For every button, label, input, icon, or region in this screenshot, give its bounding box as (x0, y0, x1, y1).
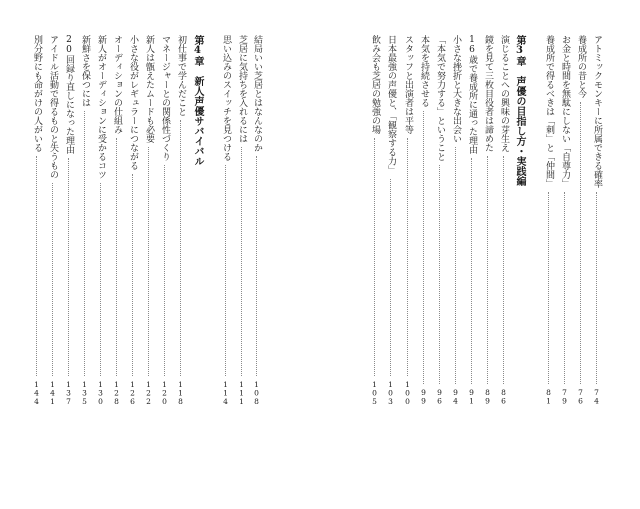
dot-leader (487, 156, 488, 384)
entry-title: 別分野にも命がけの人がいる (32, 35, 42, 152)
toc-entry (250, 35, 263, 405)
entry-title: 20回録り直しになった理由 (64, 35, 74, 154)
toc-entry (433, 35, 446, 405)
entry-title: 鏡を見て三枚目役者は諦めた (483, 35, 493, 152)
toc-entry (78, 35, 91, 405)
dot-leader (36, 156, 37, 376)
page-number: 122 (144, 379, 153, 405)
page-number: 126 (128, 379, 137, 405)
page-number: 137 (64, 379, 73, 405)
entry-title: 小さな役がレギュラーにつながる (128, 35, 138, 170)
dot-leader (52, 183, 53, 376)
entry-title: 新鮮さを保つには (80, 35, 90, 107)
dot-leader (180, 120, 181, 376)
dot-leader (241, 147, 242, 376)
entry-title: 初仕事で学んだこと (176, 35, 186, 116)
entry-title: 小さな挫折と大きな出会い (451, 35, 461, 143)
toc-entry (384, 35, 397, 405)
dot-leader (471, 158, 472, 384)
page-number: 94 (451, 388, 460, 405)
toc-entry (30, 35, 43, 405)
toc-entry (158, 35, 171, 405)
dot-leader (390, 179, 391, 376)
dot-leader (596, 192, 597, 384)
dot-leader (548, 192, 549, 384)
dot-leader (564, 192, 565, 384)
toc-entry (219, 35, 232, 405)
dot-leader (132, 174, 133, 376)
toc-entry (142, 35, 155, 405)
page-number: 91 (467, 388, 476, 405)
toc-entry (368, 35, 381, 405)
dot-leader (68, 158, 69, 376)
dot-leader (580, 102, 581, 384)
entry-title: お金と時間を無駄にしない「自尊力」 (560, 35, 570, 188)
page-number: 79 (560, 388, 569, 405)
entry-title: 養成所で得るべきは「刺」と「仲間」 (544, 35, 554, 188)
entry-title: マネージャーとの関係性づくり (160, 35, 170, 161)
page-number: 108 (252, 379, 261, 405)
page-number: 141 (48, 379, 57, 405)
page-number: 114 (221, 379, 230, 405)
entry-title: 思い込みのスイッチを見つける (221, 35, 231, 161)
dot-leader (455, 147, 456, 384)
page-number: 99 (419, 388, 428, 405)
toc-entry (558, 35, 571, 405)
page-number: 103 (386, 379, 395, 405)
entry-title: アイドル活動で得るものと失うもの (48, 35, 58, 179)
toc-entry (497, 35, 510, 405)
dot-leader (407, 138, 408, 376)
page-number: 74 (592, 388, 601, 405)
toc-entry (174, 35, 187, 405)
entry-title: 結局いい芝居とはなんなのか (252, 35, 262, 152)
toc-entry (590, 35, 603, 405)
toc-entry (481, 35, 494, 405)
entry-title: オーディションの仕組み (112, 35, 122, 134)
chapter-heading (513, 35, 526, 405)
entry-title: 本気を持続させる (419, 35, 429, 107)
entry-title: 飲み会も芝居の勉強の場 (370, 35, 380, 134)
page-number: 144 (32, 379, 41, 405)
dot-leader (100, 183, 101, 376)
toc-entry (401, 35, 414, 405)
dot-leader (439, 165, 440, 384)
dot-leader (84, 111, 85, 376)
entry-title: 芝居に気持ちを入れるには (237, 35, 247, 143)
page-number: 128 (112, 379, 121, 405)
dot-leader (225, 165, 226, 376)
entry-title: スタッフと出演者は平等 (403, 35, 413, 134)
dot-leader (374, 138, 375, 376)
entry-title: 演じることへの興味の芽生え (499, 35, 509, 152)
toc-entry (449, 35, 462, 405)
chapter-title: 第3章 声優の目指し方・実践編 (514, 35, 525, 186)
page-number: 81 (544, 388, 553, 405)
entry-title: 16歳で養成所に通った理由 (467, 35, 477, 154)
chapter-heading (191, 35, 204, 405)
page-number: 118 (176, 379, 185, 405)
toc-entry (94, 35, 107, 405)
page-number: 86 (499, 388, 508, 405)
toc-entry (110, 35, 123, 405)
toc-entry (574, 35, 587, 405)
entry-title: 新人がオーディションに受かるコツ (96, 35, 106, 179)
page-number: 105 (370, 379, 379, 405)
page-number: 100 (403, 379, 412, 405)
page-number: 76 (576, 388, 585, 405)
entry-title: 養成所の昔と今 (576, 35, 586, 98)
page-number: 120 (160, 379, 169, 405)
toc-entry (62, 35, 75, 405)
chapter-title: 第4章 新人声優サバイバル (192, 35, 203, 166)
entry-title: 新人は甑えたムードも必要 (144, 35, 154, 143)
toc-entry (542, 35, 555, 405)
entry-title: 日本最強の声優と、「観察する力」 (386, 35, 396, 175)
toc-entry (235, 35, 248, 405)
page-number: 89 (483, 388, 492, 405)
page-number: 130 (96, 379, 105, 405)
page-number: 96 (435, 388, 444, 405)
dot-leader (423, 111, 424, 384)
toc-entry (465, 35, 478, 405)
entry-title: アトミックモンキーに所属できる確率 (592, 35, 602, 188)
toc-entry (46, 35, 59, 405)
dot-leader (256, 156, 257, 376)
entry-title: 「本気で努力する」ということ (435, 35, 445, 161)
dot-leader (503, 156, 504, 384)
page-number: 135 (80, 379, 89, 405)
dot-leader (164, 165, 165, 376)
page-number: 111 (237, 379, 246, 405)
toc-entry (417, 35, 430, 405)
toc-entry (126, 35, 139, 405)
dot-leader (116, 138, 117, 376)
dot-leader (148, 147, 149, 376)
